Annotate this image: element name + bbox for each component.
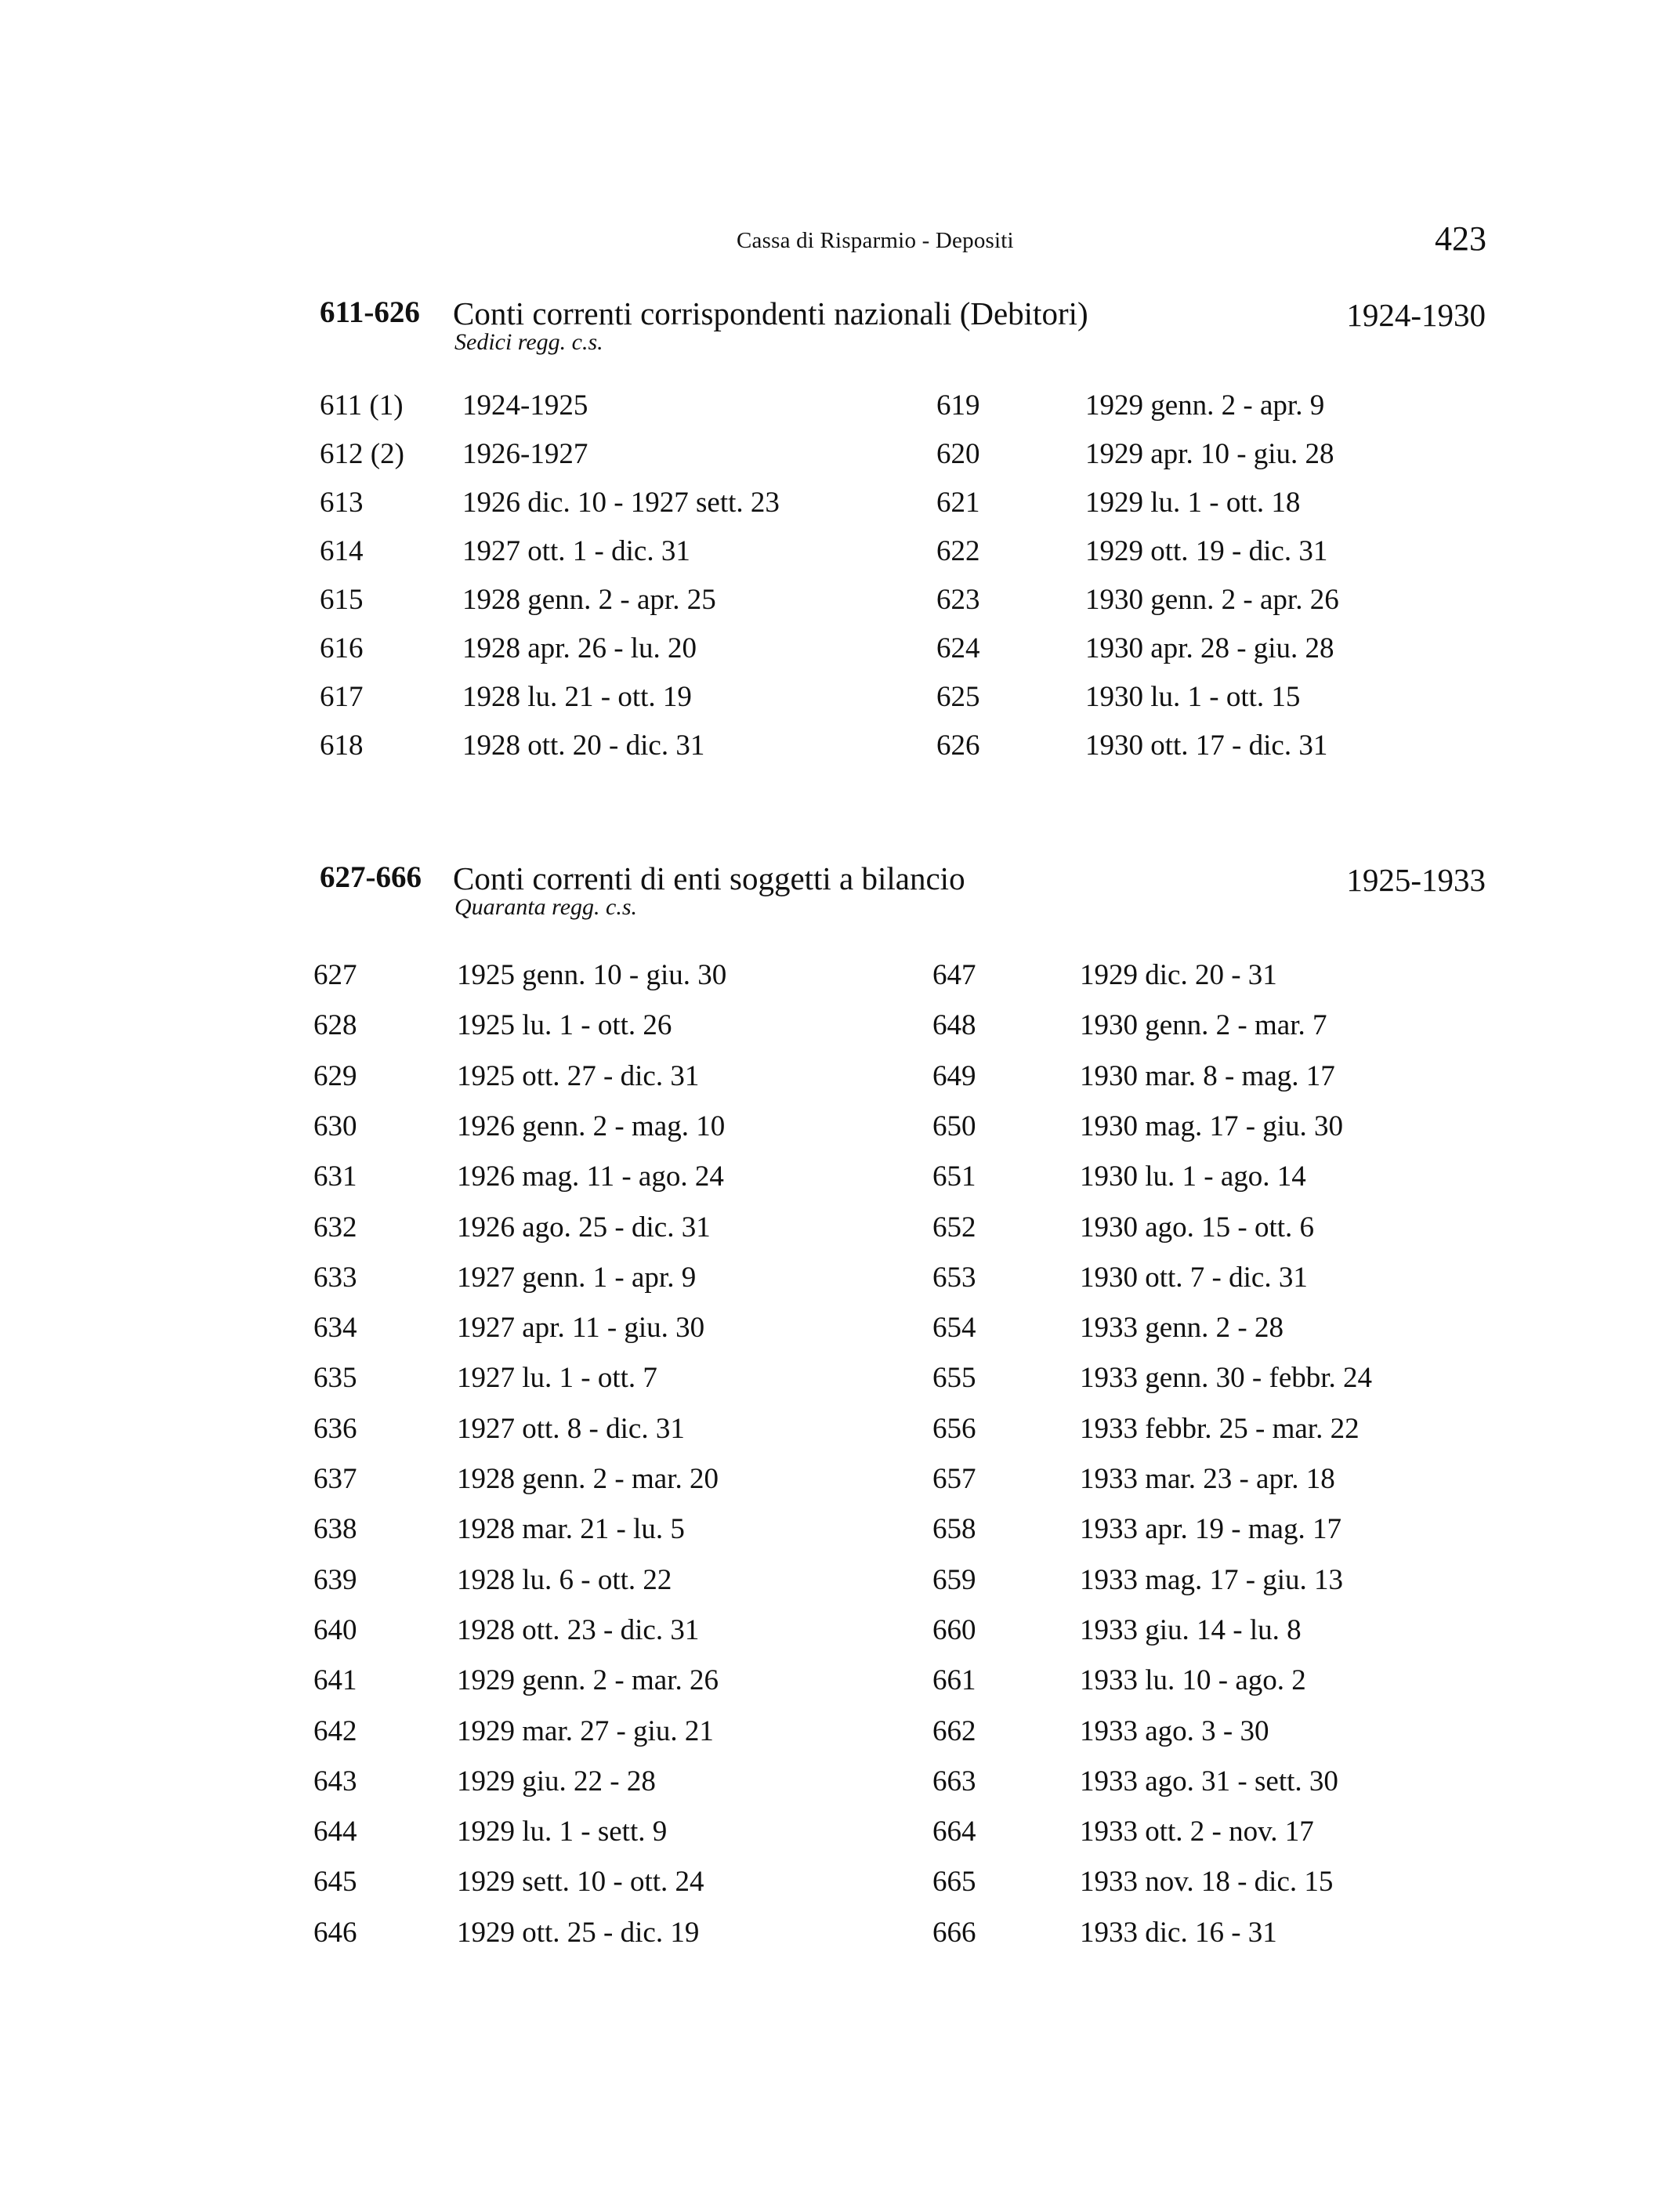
- register-number: 654: [932, 1312, 976, 1345]
- date-range: 1930 mag. 17 - giu. 30: [1080, 1110, 1344, 1142]
- date-range: 1933 genn. 2 - 28: [1080, 1312, 1284, 1345]
- date-range: 1929 dic. 20 - 31: [1080, 959, 1277, 991]
- running-title: Cassa di Risparmio - Depositi: [737, 228, 1014, 253]
- register-number: 613: [320, 487, 364, 519]
- date-range: 1929 apr. 10 - giu. 28: [1085, 438, 1334, 470]
- date-range: 1926 ago. 25 - dic. 31: [457, 1211, 711, 1244]
- section-627-666: [0, 860, 1680, 1949]
- date-range: 1927 lu. 1 - ott. 7: [457, 1362, 657, 1395]
- section-subtitle: Quaranta regg. c.s.: [454, 894, 638, 920]
- register-number: 666: [932, 1916, 976, 1949]
- register-number: 648: [932, 1009, 976, 1042]
- date-range: 1926 genn. 2 - mag. 10: [457, 1110, 726, 1142]
- date-range: 1930 mar. 8 - mag. 17: [1080, 1059, 1335, 1092]
- date-range: 1928 lu. 6 - ott. 22: [457, 1563, 672, 1596]
- register-number: 639: [313, 1563, 357, 1596]
- register-number: 637: [313, 1463, 357, 1495]
- section-dates: 1924-1930: [1346, 297, 1486, 333]
- register-number: 629: [313, 1059, 357, 1092]
- register-number: 630: [313, 1110, 357, 1142]
- register-number: 646: [313, 1916, 357, 1949]
- date-range: 1933 ott. 2 - nov. 17: [1080, 1816, 1314, 1848]
- register-number: 618: [320, 730, 364, 762]
- running-header: [0, 219, 1680, 262]
- register-number: 617: [320, 681, 364, 713]
- register-number: 651: [932, 1160, 976, 1193]
- date-range: 1929 genn. 2 - mar. 26: [457, 1664, 719, 1697]
- date-range: 1929 ott. 19 - dic. 31: [1085, 535, 1328, 567]
- register-number: 631: [313, 1160, 357, 1193]
- register-number: 627: [313, 959, 357, 991]
- date-range: 1933 febbr. 25 - mar. 22: [1080, 1412, 1360, 1445]
- register-number: 643: [313, 1765, 357, 1798]
- register-number: 642: [313, 1714, 357, 1747]
- register-number: 614: [320, 535, 364, 567]
- register-number: 628: [313, 1009, 357, 1042]
- register-number: 612 (2): [320, 438, 404, 470]
- section-611-626: [0, 295, 1680, 762]
- register-number: 619: [936, 389, 980, 422]
- register-number: 632: [313, 1211, 357, 1244]
- register-number: 644: [313, 1816, 357, 1848]
- date-range: 1924-1925: [462, 389, 588, 422]
- register-number: 622: [936, 535, 980, 567]
- register-number: 657: [932, 1463, 976, 1495]
- register-number: 664: [932, 1816, 976, 1848]
- date-range: 1930 ago. 15 - ott. 6: [1080, 1211, 1315, 1244]
- date-range: 1933 ago. 31 - sett. 30: [1080, 1765, 1338, 1798]
- date-range: 1933 mag. 17 - giu. 13: [1080, 1563, 1344, 1596]
- date-range: 1930 ott. 7 - dic. 31: [1080, 1261, 1308, 1294]
- register-number: 659: [932, 1563, 976, 1596]
- register-number: 626: [936, 730, 980, 762]
- date-range: 1933 lu. 10 - ago. 2: [1080, 1664, 1306, 1697]
- register-number: 640: [313, 1613, 357, 1646]
- date-range: 1929 sett. 10 - ott. 24: [457, 1866, 704, 1899]
- date-range: 1933 genn. 30 - febbr. 24: [1080, 1362, 1373, 1395]
- register-number: 661: [932, 1664, 976, 1697]
- date-range: 1928 ott. 20 - dic. 31: [462, 730, 705, 762]
- date-range: 1929 ott. 25 - dic. 19: [457, 1916, 700, 1949]
- date-range: 1929 lu. 1 - sett. 9: [457, 1816, 668, 1848]
- register-number: 658: [932, 1513, 976, 1546]
- date-range: 1930 apr. 28 - giu. 28: [1085, 632, 1334, 664]
- date-range: 1926 dic. 10 - 1927 sett. 23: [462, 487, 780, 519]
- date-range: 1930 lu. 1 - ott. 15: [1085, 681, 1301, 713]
- date-range: 1930 genn. 2 - mar. 7: [1080, 1009, 1327, 1042]
- date-range: 1925 lu. 1 - ott. 26: [457, 1009, 672, 1042]
- date-range: 1933 mar. 23 - apr. 18: [1080, 1463, 1335, 1495]
- date-range: 1925 genn. 10 - giu. 30: [457, 959, 727, 991]
- register-number: 634: [313, 1312, 357, 1345]
- date-range: 1933 nov. 18 - dic. 15: [1080, 1866, 1334, 1899]
- section-ref: 611-626: [320, 295, 420, 329]
- date-range: 1930 ott. 17 - dic. 31: [1085, 730, 1328, 762]
- date-range: 1927 apr. 11 - giu. 30: [457, 1312, 705, 1345]
- date-range: 1930 genn. 2 - apr. 26: [1085, 584, 1339, 616]
- date-range: 1927 genn. 1 - apr. 9: [457, 1261, 697, 1294]
- date-range: 1933 ago. 3 - 30: [1080, 1714, 1269, 1747]
- section-heading: [0, 295, 1680, 365]
- register-number: 663: [932, 1765, 976, 1798]
- register-number: 647: [932, 959, 976, 991]
- section-title: Conti correnti corrispondenti nazionali (Debitori): [453, 295, 1088, 331]
- register-number: 652: [932, 1211, 976, 1244]
- register-number: 625: [936, 681, 980, 713]
- section-subtitle: Sedici regg. c.s.: [454, 329, 603, 355]
- register-number: 665: [932, 1866, 976, 1899]
- date-range: 1928 ott. 23 - dic. 31: [457, 1613, 700, 1646]
- register-number: 636: [313, 1412, 357, 1445]
- date-range: 1925 ott. 27 - dic. 31: [457, 1059, 700, 1092]
- register-number: 620: [936, 438, 980, 470]
- section-dates: 1925-1933: [1346, 862, 1486, 898]
- date-range: 1928 genn. 2 - apr. 25: [462, 584, 716, 616]
- register-number: 641: [313, 1664, 357, 1697]
- date-range: 1929 giu. 22 - 28: [457, 1765, 656, 1798]
- date-range: 1928 genn. 2 - mar. 20: [457, 1463, 719, 1495]
- register-number: 645: [313, 1866, 357, 1899]
- register-number: 623: [936, 584, 980, 616]
- register-number: 621: [936, 487, 980, 519]
- register-number: 653: [932, 1261, 976, 1294]
- register-number: 615: [320, 584, 364, 616]
- register-number: 611 (1): [320, 389, 404, 422]
- register-number: 650: [932, 1110, 976, 1142]
- date-range: 1928 apr. 26 - lu. 20: [462, 632, 697, 664]
- date-range: 1933 dic. 16 - 31: [1080, 1916, 1277, 1949]
- page-number: 423: [1435, 219, 1486, 258]
- date-range: 1926-1927: [462, 438, 588, 470]
- date-range: 1929 lu. 1 - ott. 18: [1085, 487, 1301, 519]
- register-number: 616: [320, 632, 364, 664]
- register-number: 660: [932, 1613, 976, 1646]
- section-title: Conti correnti di enti soggetti a bilancio: [453, 860, 965, 896]
- date-range: 1928 mar. 21 - lu. 5: [457, 1513, 685, 1546]
- section-ref: 627-666: [320, 860, 422, 894]
- date-range: 1930 lu. 1 - ago. 14: [1080, 1160, 1306, 1193]
- date-range: 1928 lu. 21 - ott. 19: [462, 681, 692, 713]
- date-range: 1933 giu. 14 - lu. 8: [1080, 1613, 1302, 1646]
- register-number: 624: [936, 632, 980, 664]
- section-heading: [0, 860, 1680, 930]
- register-number: 635: [313, 1362, 357, 1395]
- date-range: 1929 genn. 2 - apr. 9: [1085, 389, 1325, 422]
- register-number: 649: [932, 1059, 976, 1092]
- date-range: 1929 mar. 27 - giu. 21: [457, 1714, 714, 1747]
- date-range: 1926 mag. 11 - ago. 24: [457, 1160, 724, 1193]
- date-range: 1927 ott. 1 - dic. 31: [462, 535, 690, 567]
- register-number: 662: [932, 1714, 976, 1747]
- date-range: 1933 apr. 19 - mag. 17: [1080, 1513, 1341, 1546]
- register-number: 633: [313, 1261, 357, 1294]
- register-number: 655: [932, 1362, 976, 1395]
- register-number: 656: [932, 1412, 976, 1445]
- date-range: 1927 ott. 8 - dic. 31: [457, 1412, 685, 1445]
- register-number: 638: [313, 1513, 357, 1546]
